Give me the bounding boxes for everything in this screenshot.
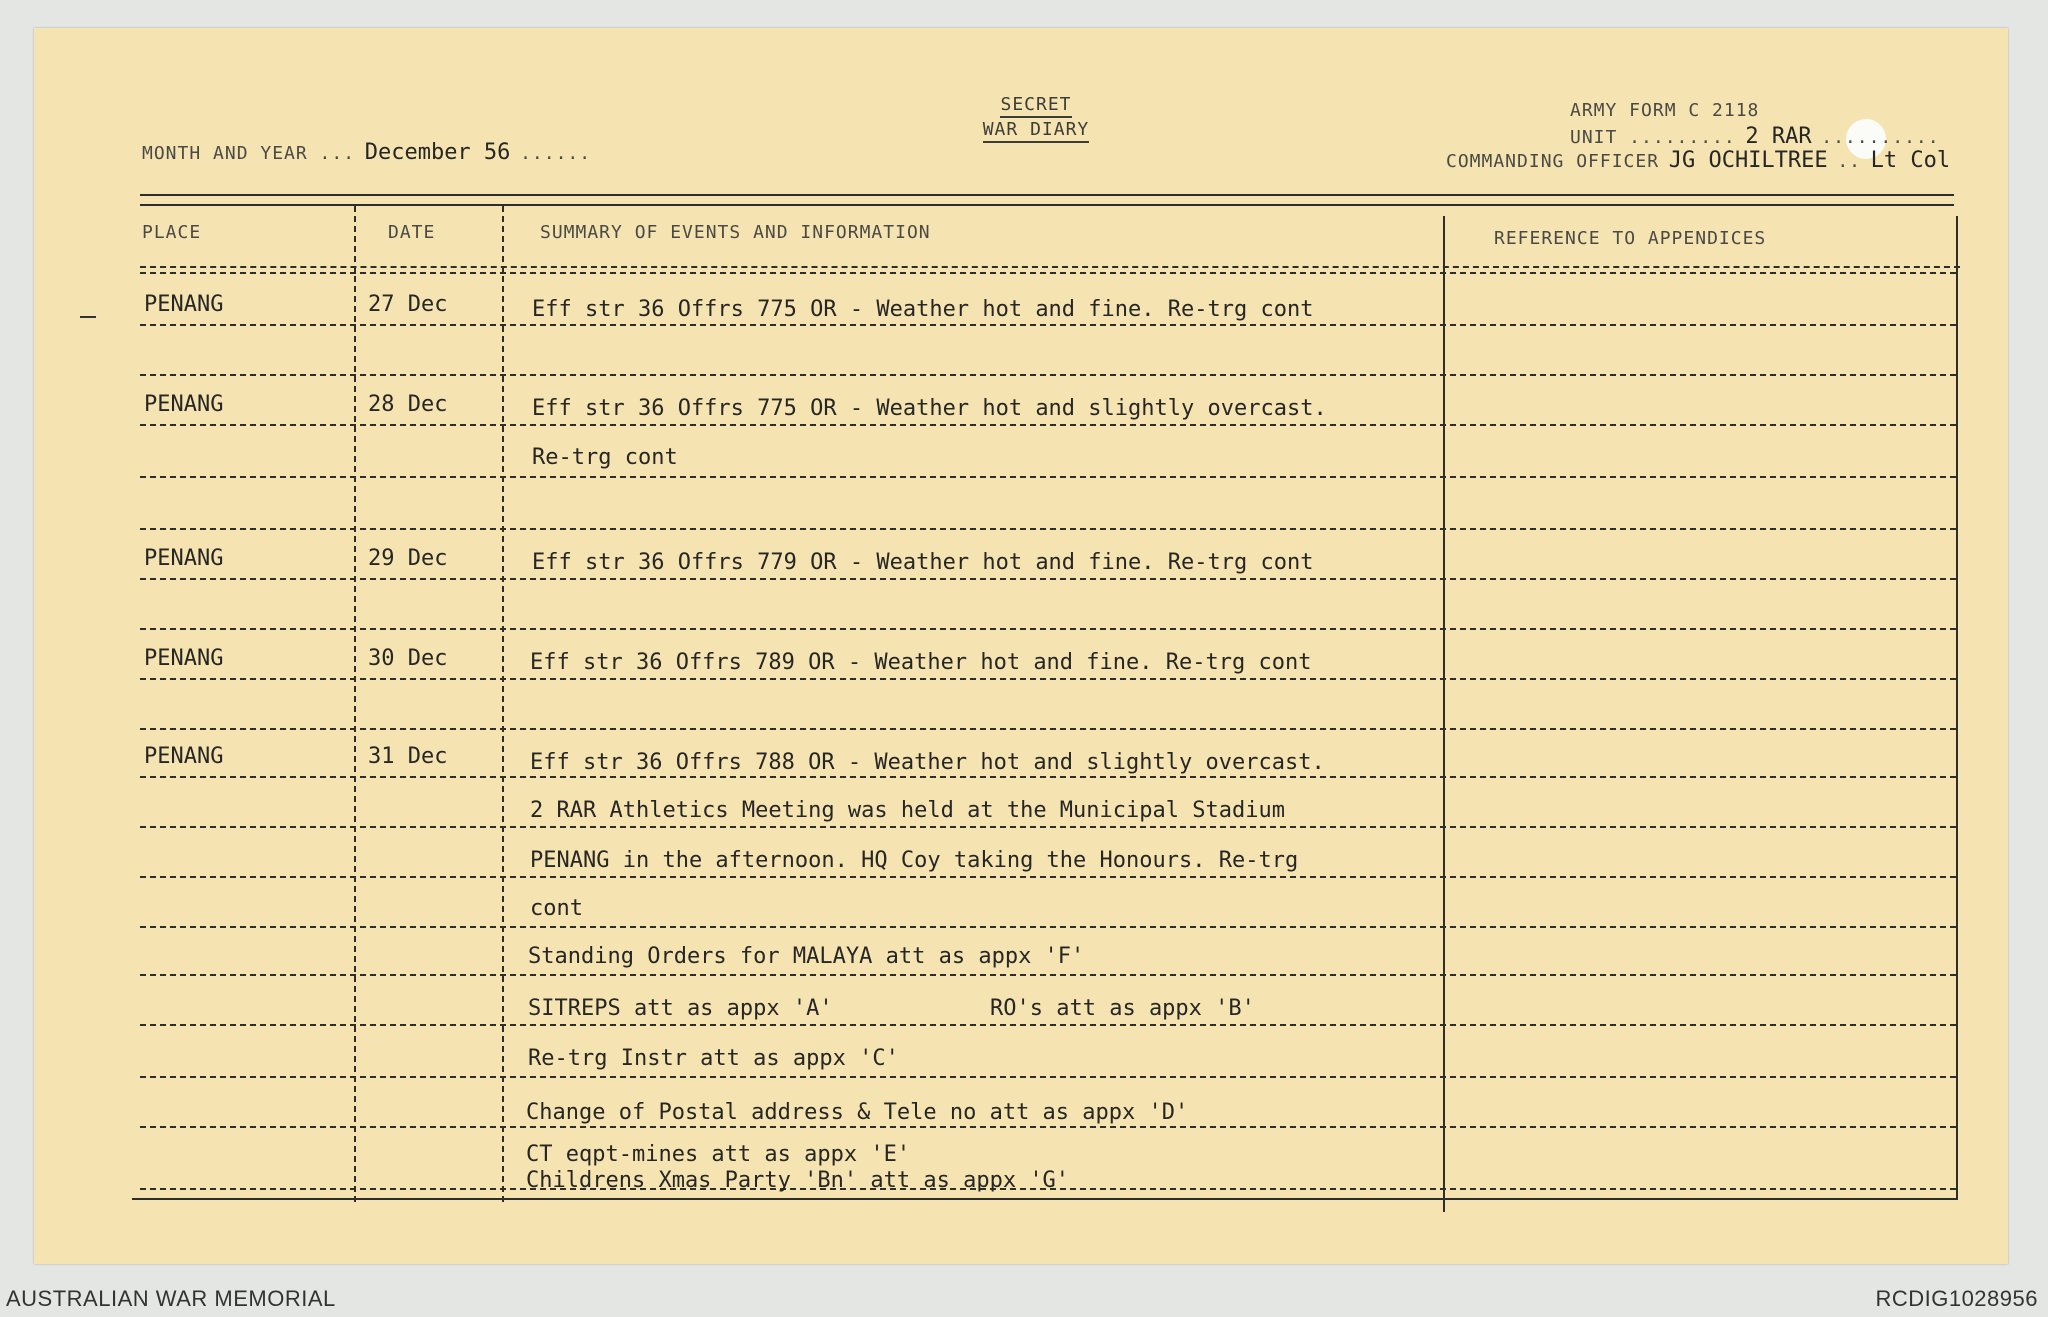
archive-credit: AUSTRALIAN WAR MEMORIAL [6,1286,336,1311]
margin-mark [80,316,96,318]
entry-summary-line: cont [530,896,583,921]
row-rule [140,476,1956,478]
entry-summary-line: Eff str 36 Offrs 779 OR - Weather hot and fine. Re-trg cont [532,550,1314,575]
row-rule [140,776,1956,778]
army-form-number: ARMY FORM C 2118 [1570,100,1760,121]
entry-place: PENANG [144,744,224,769]
column-head-summary: SUMMARY OF EVENTS AND INFORMATION [540,222,931,243]
column-divider-place [354,206,356,1202]
month-year-field: MONTH AND YEAR ... December 56 ...... [142,140,592,165]
row-rule [140,1076,1956,1078]
row-rule [140,324,1956,326]
row-rule [140,1024,1956,1026]
row-rule [140,424,1956,426]
entry-date: 30 Dec [368,646,448,671]
column-head-place: PLACE [142,222,202,243]
entry-summary-line: Re-trg cont [532,445,678,470]
table-top-rule-2 [140,204,1954,206]
war-diary-heading: WAR DIARY [950,119,1122,140]
column-head-reference: REFERENCE TO APPENDICES [1494,228,1767,249]
table-bottom-rule-2 [132,1198,1956,1200]
entry-place: PENANG [144,292,224,317]
diary-page [34,28,2008,1264]
entry-summary-line: Eff str 36 Offrs 788 OR - Weather hot and slightly overcast. [530,750,1325,775]
row-rule [140,728,1956,730]
entry-date: 27 Dec [368,292,448,317]
row-rule [140,272,1956,274]
row-rule [140,826,1956,828]
entry-summary-line: Re-trg Instr att as appx 'C' [528,1046,899,1071]
secret-heading: SECRET [950,94,1122,115]
entry-date: 28 Dec [368,392,448,417]
entry-summary-line: SITREPS att as appx 'A' [528,996,833,1021]
entry-summary-line: Standing Orders for MALAYA att as appx 'F' [528,944,1085,969]
row-rule [140,926,1956,928]
table-top-rule [140,194,1954,196]
entry-side-note: RO's att as appx 'B' [990,996,1255,1021]
column-head-date: DATE [388,222,436,243]
commanding-officer-field: COMMANDING OFFICER JG OCHILTREE .. Lt Col [1446,148,1951,173]
row-rule [140,374,1956,376]
row-rule [140,628,1956,630]
unit-field: UNIT ......... 2 RAR .......... [1570,124,1940,149]
row-rule [140,678,1956,680]
row-rule [140,876,1956,878]
entry-summary-line: Childrens Xmas Party 'Bn' att as appx 'G' [526,1168,1070,1193]
entry-summary-line: 2 RAR Athletics Meeting was held at the Municipal Stadium [530,798,1285,823]
row-rule [140,1126,1956,1128]
row-rule [140,578,1956,580]
table-right-edge [1956,216,1958,1200]
column-divider-date [502,206,504,1202]
column-divider-summary [1443,216,1445,1212]
entry-summary-line: Eff str 36 Offrs 789 OR - Weather hot and fine. Re-trg cont [530,650,1312,675]
entry-summary-line: Eff str 36 Offrs 775 OR - Weather hot and slightly overcast. [532,396,1327,421]
entry-place: PENANG [144,546,224,571]
entry-date: 29 Dec [368,546,448,571]
entry-date: 31 Dec [368,744,448,769]
entry-place: PENANG [144,392,224,417]
entry-summary-line: Change of Postal address & Tele no att as appx 'D' [526,1100,1189,1125]
archive-reference: RCDIG1028956 [1875,1286,2038,1311]
row-rule [140,528,1956,530]
entry-summary-line: Eff str 36 Offrs 775 OR - Weather hot and fine. Re-trg cont [532,297,1314,322]
entry-place: PENANG [144,646,224,671]
row-rule [140,974,1956,976]
table-header-rule [140,266,1960,268]
entry-summary-line: PENANG in the afternoon. HQ Coy taking the Honours. Re-trg [530,848,1299,873]
entry-summary-line: CT eqpt-mines att as appx 'E' [526,1142,911,1167]
